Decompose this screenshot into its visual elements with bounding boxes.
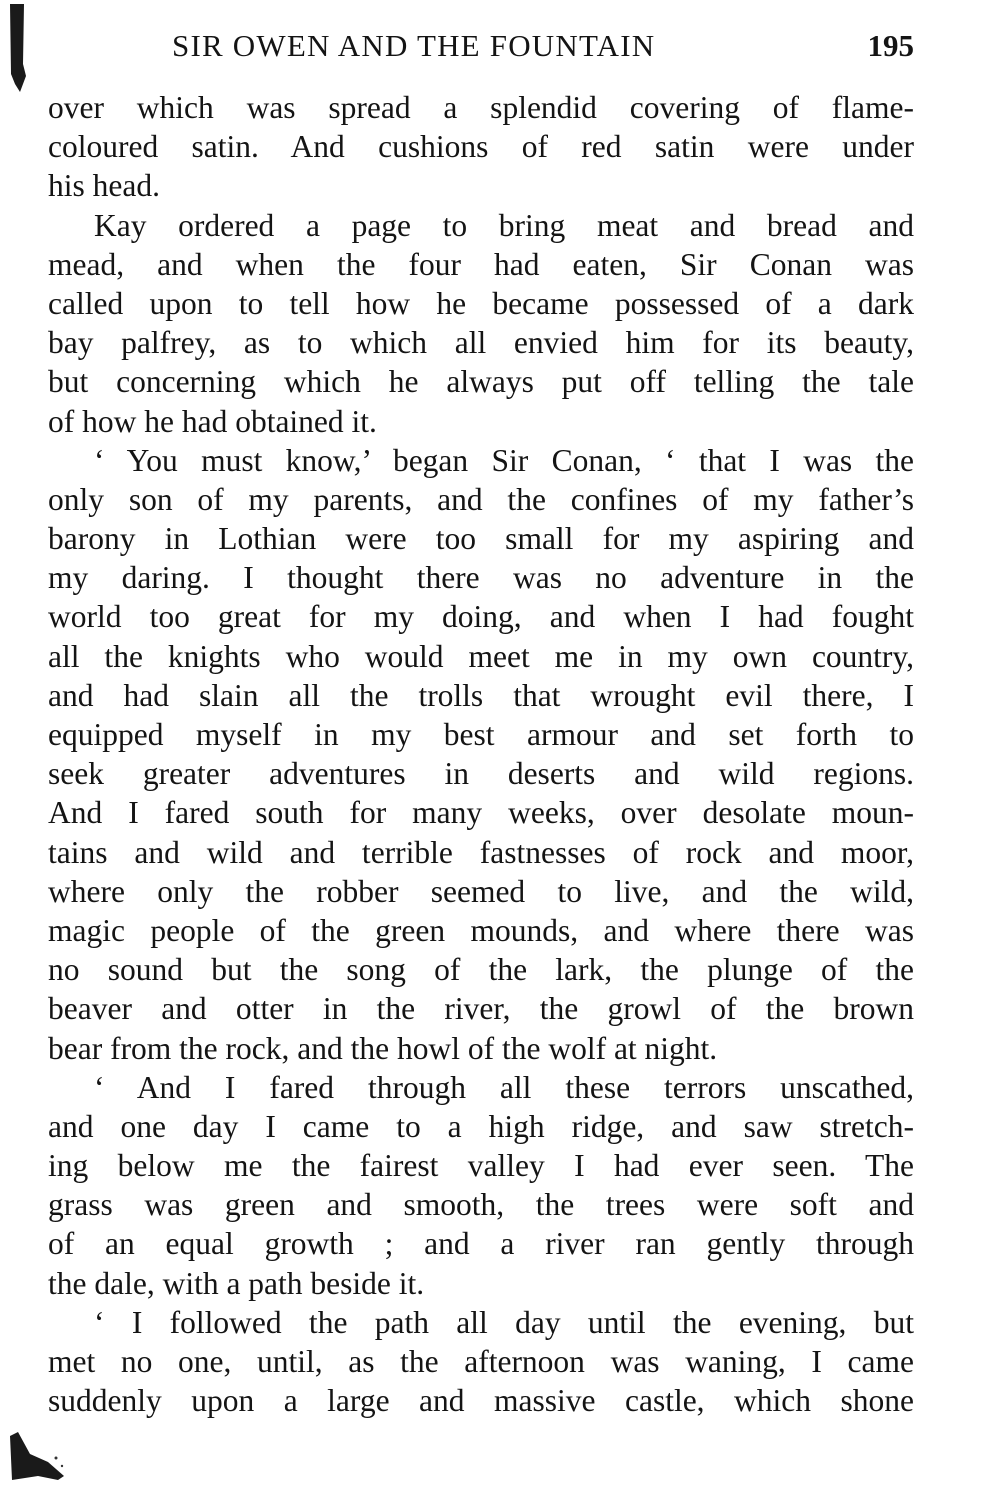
text-line: bear from the rock, and the howl of the wolf at night.	[48, 1030, 718, 1066]
paragraph-1	[48, 88, 914, 206]
text-line: called upon to tell how he became possessed of a dark	[48, 285, 914, 321]
text-line: where only the robber seemed to live, and the wild,	[48, 873, 914, 909]
paragraph-3	[48, 441, 914, 1068]
text-line: mead, and when the four had eaten, Sir Conan was	[48, 246, 914, 282]
text-line: suddenly upon a large and massive castle, which shone	[48, 1383, 914, 1419]
text-line: tains and wild and terrible fastnesses of rock and moor,	[48, 834, 914, 870]
text-line: ‘ I followed the path all day until the evening, but	[94, 1304, 914, 1340]
text-line: grass was green and smooth, the trees were soft and	[48, 1187, 914, 1223]
text-line: all the knights who would meet me in my own country,	[48, 638, 914, 674]
text-line: ing below me the fairest valley I had ever seen. The	[48, 1148, 914, 1184]
text-line: barony in Lothian were too small for my aspiring and	[48, 521, 914, 557]
paragraph-5	[48, 1303, 914, 1421]
text-line: met no one, until, as the afternoon was waning, I came	[48, 1344, 914, 1379]
text-line: no sound but the song of the lark, the plunge of the	[48, 952, 914, 988]
text-line: only son of my parents, and the confines of my father’s	[48, 481, 914, 517]
page-body-text	[48, 88, 914, 1420]
running-title: SIR OWEN AND THE FOUNTAIN	[172, 28, 656, 63]
text-line: my daring. I thought there was no adventure in the	[48, 560, 914, 596]
text-line: his head.	[48, 168, 160, 204]
text-line: and one day I came to a high ridge, and saw stretch-	[48, 1108, 914, 1144]
text-line: of an equal growth ; and a river ran gently through	[48, 1226, 914, 1262]
text-line: world too great for my doing, and when I had fought	[48, 599, 914, 635]
text-line: over which was spread a splendid covering of flame-	[48, 90, 914, 125]
text-line: coloured satin. And cushions of red satin were under	[48, 129, 914, 165]
text-line: And I fared south for many weeks, over desolate moun-	[48, 795, 914, 831]
paragraph-4	[48, 1068, 914, 1303]
text-line: of how he had obtained it.	[48, 403, 377, 439]
text-line: magic people of the green mounds, and where there was	[48, 912, 914, 948]
text-line: Kay ordered a page to bring meat and bread and	[94, 207, 914, 243]
scan-edge-mark-top	[6, 4, 28, 94]
paragraph-2	[48, 206, 914, 441]
text-line: bay palfrey, as to which all envied him for its beauty,	[48, 325, 914, 361]
text-line: and had slain all the trolls that wrought evil there, I	[48, 677, 914, 713]
text-line: ‘ And I fared through all these terrors unscathed,	[94, 1069, 914, 1105]
text-line: seek greater adventures in deserts and wild regions.	[48, 756, 914, 792]
text-line: the dale, with a path beside it.	[48, 1265, 425, 1301]
text-line: equipped myself in my best armour and set forth to	[48, 717, 914, 752]
text-line: beaver and otter in the river, the growl of the brown	[48, 991, 914, 1027]
running-header	[48, 28, 914, 72]
text-line: ‘ You must know,’ began Sir Conan, ‘ that I was the	[94, 442, 914, 478]
text-line: but concerning which he always put off telling the tale	[48, 364, 914, 400]
scan-edge-mark-bottom	[8, 1432, 66, 1482]
page-number: 195	[867, 28, 914, 63]
